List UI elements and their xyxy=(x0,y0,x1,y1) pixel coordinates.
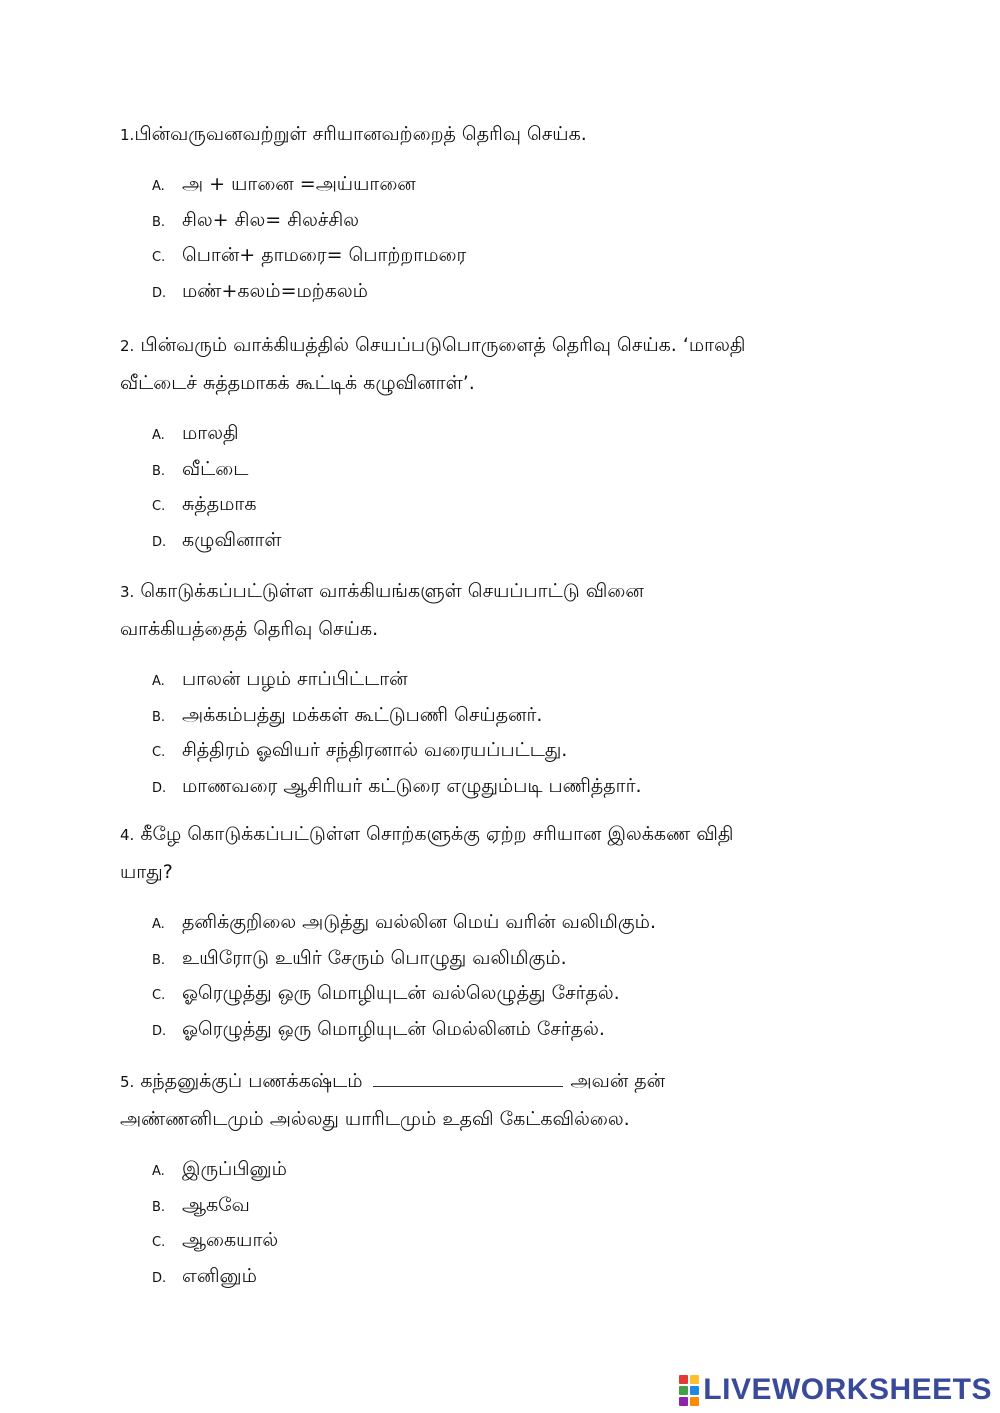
question-2 xyxy=(120,327,860,558)
option-d[interactable] xyxy=(120,523,860,559)
option-b[interactable] xyxy=(120,1188,860,1224)
option-text: மண்+கலம்=மற்கலம் xyxy=(182,279,368,302)
question-number: 1. xyxy=(120,126,135,144)
option-d[interactable] xyxy=(120,1012,860,1048)
option-text: கழுவினாள் xyxy=(182,528,282,551)
option-c[interactable] xyxy=(120,733,860,769)
option-letter: B. xyxy=(152,463,166,479)
option-letter: B. xyxy=(152,952,166,968)
option-a[interactable] xyxy=(120,1152,860,1188)
option-b[interactable] xyxy=(120,698,860,734)
option-d[interactable] xyxy=(120,274,860,310)
option-letter: D. xyxy=(152,1023,167,1039)
logo-wordmark: LIVEWORKSHEETS xyxy=(703,1373,992,1406)
option-text: மாணவரை ஆசிரியர் கட்டுரை எழுதும்படி பணித்தார். xyxy=(182,774,642,797)
question-prompt-line-2: யாது? xyxy=(120,861,173,883)
option-text: பாலன் பழம் சாப்பிட்டான் xyxy=(182,668,408,690)
option-d[interactable] xyxy=(120,769,860,805)
question-5-options xyxy=(120,1152,860,1294)
question-1-text xyxy=(120,116,860,154)
question-4-text xyxy=(120,816,860,891)
option-a[interactable] xyxy=(120,167,860,203)
option-text: வீட்டை xyxy=(182,457,249,480)
option-letter: A. xyxy=(152,428,165,443)
logo-mark-icon xyxy=(679,1375,699,1406)
logo-mark-square xyxy=(679,1397,688,1406)
logo-mark-square xyxy=(690,1386,699,1395)
option-d[interactable] xyxy=(120,1259,860,1295)
logo-mark-square xyxy=(690,1375,699,1384)
question-prompt-line-1: கீழே கொடுக்கப்பட்டுள்ள சொற்களுக்கு ஏற்ற சரியான இலக்கண விதி xyxy=(140,823,734,845)
option-a[interactable] xyxy=(120,662,860,698)
option-letter: A. xyxy=(152,179,165,194)
question-prompt-line-2: வீட்டைச் சுத்தமாகக் கூட்டிக் கழுவினாள்’. xyxy=(120,372,475,394)
option-text: பொன்+ தாமரை= பொற்றாமரை xyxy=(182,244,467,266)
logo-mark-square xyxy=(690,1397,699,1406)
question-prompt: பின்வருவனவற்றுள் சரியானவற்றைத் தெரிவு செய்க. xyxy=(134,123,587,145)
logo-mark-square xyxy=(679,1375,688,1384)
option-letter: B. xyxy=(152,214,166,230)
option-letter: D. xyxy=(152,1270,167,1286)
option-text: ஆகவே xyxy=(182,1193,250,1216)
option-text: சித்திரம் ஓவியர் சந்திரனால் வரையப்பட்டது. xyxy=(182,739,568,761)
option-text: உயிரோடு உயிர் சேரும் பொழுது வலிமிகும். xyxy=(182,946,567,969)
question-prompt-line-1: கொடுக்கப்பட்டுள்ள வாக்கியங்களுள் செயப்பாட்டு வினை xyxy=(140,580,644,602)
option-letter: B. xyxy=(152,1199,166,1215)
option-text: தனிக்குறிலை அடுத்து வல்லின மெய் வரின் வலிமிகும். xyxy=(182,911,656,933)
logo-mark-square xyxy=(679,1386,688,1395)
option-letter: A. xyxy=(152,917,165,932)
option-text: அ + யானை =அய்யானை xyxy=(182,173,416,195)
question-number: 3. xyxy=(120,583,135,601)
option-text: இருப்பினும் xyxy=(182,1158,287,1180)
option-text: சில+ சில= சிலச்சில xyxy=(182,208,360,231)
question-2-options xyxy=(120,416,860,558)
option-b[interactable] xyxy=(120,941,860,977)
question-prompt-before-blank: கந்தனுக்குப் பணக்கஷ்டம் xyxy=(140,1070,363,1092)
question-3-text xyxy=(120,573,860,648)
question-number: 2. xyxy=(120,337,135,355)
question-prompt-line-1: பின்வரும் வாக்கியத்தில் செயப்படுபொருளைத் தெரிவு செய்க. ‘மாலதி xyxy=(140,334,746,356)
option-c[interactable] xyxy=(120,487,860,523)
question-1 xyxy=(120,116,860,309)
question-2-text xyxy=(120,327,860,402)
liveworksheets-logo xyxy=(679,1373,992,1407)
option-a[interactable] xyxy=(120,905,860,941)
option-c[interactable] xyxy=(120,1223,860,1259)
question-3-options xyxy=(120,662,860,804)
answer-blank[interactable] xyxy=(373,1085,563,1087)
question-prompt-line-2: வாக்கியத்தைத் தெரிவு செய்க. xyxy=(120,618,379,640)
question-prompt-after-blank: அவன் தன் xyxy=(570,1070,666,1092)
option-text: எனினும் xyxy=(182,1264,257,1287)
question-3 xyxy=(120,573,860,804)
question-4 xyxy=(120,816,860,1047)
option-b[interactable] xyxy=(120,203,860,239)
option-b[interactable] xyxy=(120,452,860,488)
option-letter: D. xyxy=(152,780,167,796)
option-text: சுத்தமாக xyxy=(182,493,257,515)
option-text: ஆகையால் xyxy=(182,1229,279,1251)
question-1-options xyxy=(120,167,860,309)
option-letter: C. xyxy=(152,499,166,514)
question-number: 5. xyxy=(120,1073,135,1091)
option-letter: A. xyxy=(152,674,165,689)
option-a[interactable] xyxy=(120,416,860,452)
option-letter: D. xyxy=(152,285,167,301)
option-letter: C. xyxy=(152,988,166,1003)
option-letter: C. xyxy=(152,1235,166,1250)
option-letter: C. xyxy=(152,250,166,265)
option-letter: A. xyxy=(152,1164,165,1179)
option-letter: D. xyxy=(152,534,167,550)
option-text: அக்கம்பத்து மக்கள் கூட்டுபணி செய்தனர். xyxy=(182,703,543,726)
question-prompt-line-2: அண்ணனிடமும் அல்லது யாரிடமும் உதவி கேட்கவில்லை. xyxy=(120,1108,630,1130)
option-letter: C. xyxy=(152,745,166,760)
question-5-text xyxy=(120,1063,860,1138)
option-c[interactable] xyxy=(120,238,860,274)
question-5 xyxy=(120,1063,860,1294)
option-text: ஓரெழுத்து ஒரு மொழியுடன் வல்லெழுத்து சேர்தல். xyxy=(182,982,620,1004)
option-text: ஓரெழுத்து ஒரு மொழியுடன் மெல்லினம் சேர்தல். xyxy=(182,1017,605,1040)
option-text: மாலதி xyxy=(182,422,239,444)
question-4-options xyxy=(120,905,860,1047)
question-number: 4. xyxy=(120,826,135,844)
option-c[interactable] xyxy=(120,976,860,1012)
option-letter: B. xyxy=(152,709,166,725)
